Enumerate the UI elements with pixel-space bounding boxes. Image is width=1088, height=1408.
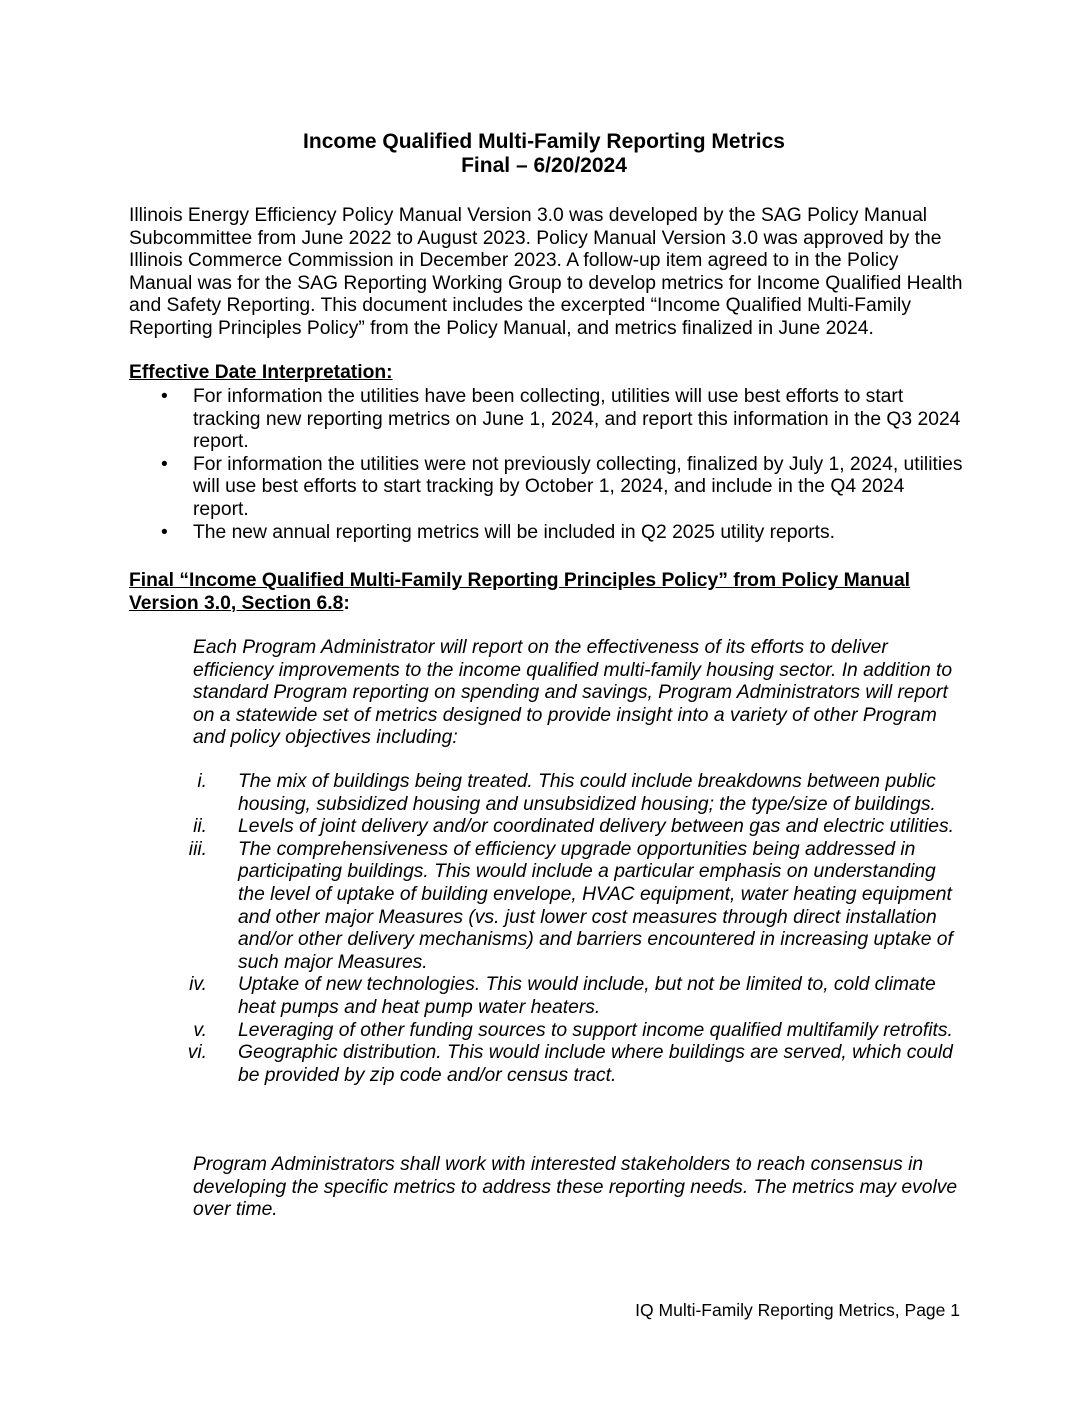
policy-section-heading-text: Final “Income Qualified Multi-Family Reporting Principles Policy” from Policy Manual Version 3.0, Section 6.8 — [129, 570, 911, 614]
policy-objectives-list — [129, 771, 964, 1087]
list-item-text: For information the utilities have been collecting, utilities will use best efforts to start tracking new reporting metrics on June 1, 2024, and report this information in the Q3 2024 report. — [193, 386, 961, 453]
list-item-number: iv. — [189, 974, 207, 996]
bullet-icon: • — [161, 521, 168, 543]
list-item-text: Leveraging of other funding sources to support income qualified multifamily retrofits. — [238, 1019, 953, 1041]
page-footer: IQ Multi-Family Reporting Metrics, Page 1 — [635, 1300, 960, 1320]
policy-section-heading-colon: : — [343, 592, 350, 614]
list-item — [129, 974, 964, 1019]
list-item — [129, 386, 964, 454]
list-item — [129, 1042, 964, 1087]
policy-quote-closing: Program Administrators shall work with interested stakeholders to reach consensus in developing the specific metrics to address these reporting needs. The metrics may evolve over time. — [193, 1154, 958, 1221]
list-item — [129, 771, 964, 816]
list-item-text: The comprehensiveness of efficiency upgrade opportunities being addressed in participating buildings. This would include a particular emphasis on understanding the level of uptake of building envelope, HVAC equipment, water heating equipment and other major Measures (vs. just lower cost measures through direct installation and/or other delivery mechanisms) and barriers encountered in increasing uptake of such major Measures. — [238, 838, 953, 973]
policy-section-heading — [129, 570, 964, 615]
list-item-number: i. — [197, 771, 207, 792]
bullet-icon: • — [161, 386, 168, 407]
list-item-number: vi. — [187, 1042, 207, 1064]
list-item-text: Levels of joint delivery and/or coordinated delivery between gas and electric utilities. — [238, 816, 954, 838]
list-item-number: iii. — [188, 838, 207, 860]
list-item-text: The mix of buildings being treated. This could include breakdowns between public housing, subsidized housing and unsubsidized housing; the type/size of buildings. — [238, 771, 936, 815]
policy-quote-intro: Each Program Administrator will report on the effectiveness of its efforts to deliver efficiency improvements to the income qualified multi-family housing sector. In addition to standard Program reporting on spending and savings, Program Administrators will report on a statewide set of metrics designed to provide insight into a variety of other Program and policy objectives including: — [193, 637, 953, 749]
list-item — [129, 522, 964, 545]
title-line-2: Final – 6/20/2024 — [461, 154, 627, 177]
intro-paragraph: Illinois Energy Efficiency Policy Manual Version 3.0 was developed by the SAG Policy Manual Subcommittee from June 2022 to August 2023. Policy Manual Version 3.0 was approved by the Illinois Commerce Commission in December 2023. A follow-up item agreed to in the Policy Manual was for the SAG Reporting Working Group to develop metrics for Income Qualified Health and Safety Reporting. This document includes the excerpted “Income Qualified Multi-Family Reporting Principles Policy” from the Policy Manual, and metrics finalized in June 2024. — [129, 205, 963, 339]
list-item — [129, 1020, 964, 1043]
list-item — [129, 839, 964, 975]
list-item-text: Geographic distribution. This would include where buildings are served, which could be provided by zip code and/or census tract. — [238, 1042, 953, 1086]
list-item-number: ii. — [193, 816, 207, 838]
list-item-text: The new annual reporting metrics will be included in Q2 2025 utility reports. — [193, 521, 835, 543]
title-line-1: Income Qualified Multi-Family Reporting Metrics — [303, 130, 785, 153]
list-item-number: v. — [193, 1019, 207, 1041]
effective-date-list — [129, 386, 964, 544]
list-item — [129, 454, 964, 522]
document-title — [0, 130, 1088, 178]
list-item — [129, 816, 964, 839]
effective-date-heading: Effective Date Interpretation: — [129, 362, 393, 383]
list-item-text: Uptake of new technologies. This would include, but not be limited to, cold climate heat pumps and heat pump water heaters. — [238, 974, 936, 1018]
bullet-icon: • — [161, 453, 168, 475]
list-item-text: For information the utilities were not previously collecting, finalized by July 1, 2024, utilities will use best efforts to start tracking by October 1, 2024, and include in the Q4 2024 report. — [193, 453, 963, 520]
